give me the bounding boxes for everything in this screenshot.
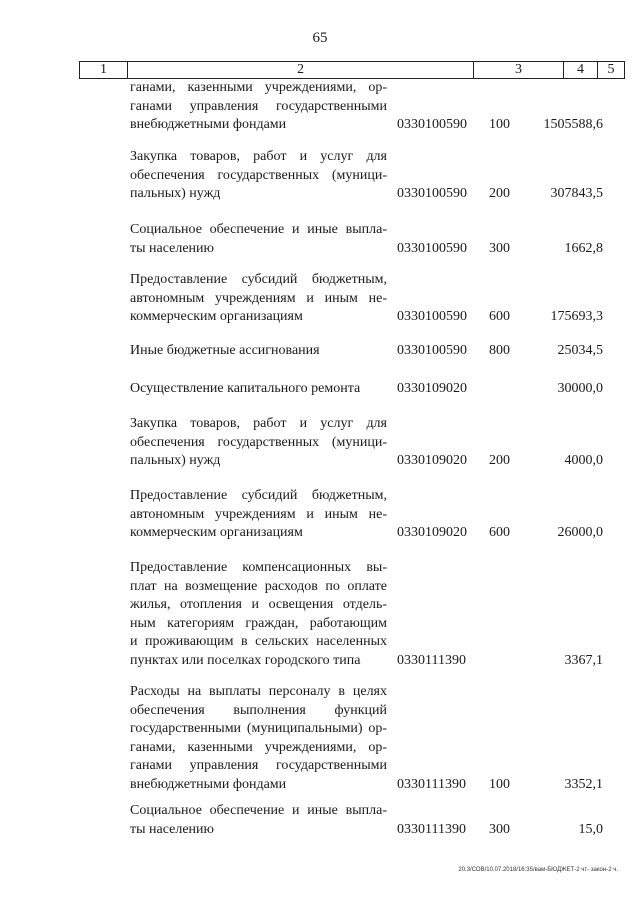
row-code: 0330100590 [397,117,467,132]
row-name [130,802,387,839]
row-name [130,342,387,361]
row-name-line: ганами, казенными учреждениями, ор- [130,80,387,95]
row-name [130,683,387,794]
row-code: 0330109020 [397,381,467,396]
row-name-line: ганами, казенными учреждениями, ор- [130,739,387,755]
row-kind: 100 [489,776,510,792]
row-name-line: Предоставление компенсационных вы- [130,560,387,575]
row-name [130,380,387,399]
row-name-line: ным категориям граждан, работающим [130,615,387,631]
row-kind: 200 [489,186,510,201]
footer-note: 20.3/СОВ/10.07.2018/16:35/вам-БЮДЖЕТ-2 чт- закон-2 ч. [458,867,618,873]
row-name-line: Иные бюджетные ассигнования [130,343,320,358]
row-code: 0330100590 [397,240,467,256]
header-cell-3: 3 [474,62,564,78]
row-name-line: внебюджетными фондами [130,117,287,132]
row-code: 0330109020 [397,453,467,468]
row-name-line: обеспечения выполнения функций [130,702,387,718]
row-kind: 100 [489,117,510,132]
row-name-line: Закупка товаров, работ и услуг для [130,149,387,164]
row-code: 0330111390 [397,652,466,668]
row-name-line: автономным учреждениям и иным не- [130,506,387,522]
row-name-line: Предоставление субсидий бюджетным, [130,488,387,503]
row-name [130,487,387,543]
row-code: 0330100590 [397,186,467,201]
row-name-line: Социальное обеспечение и иные выпла- [130,222,387,237]
row-name-line: и проживающим в сельских населенных [130,634,387,649]
row-name-line: жилья, отопления и освещения отдель- [130,597,387,612]
table-header-row [79,61,625,79]
row-name-line: обеспечения государственных (муници- [130,167,387,183]
header-cell-4: 4 [564,62,598,78]
row-code: 0330111390 [397,821,466,837]
row-code: 0330100590 [397,309,467,324]
row-name [130,79,387,135]
row-name-line: Осуществление капитального ремонта [130,381,361,396]
row-name-line: коммерческим организациям [130,309,303,324]
row-name-line: пальных) нужд [130,453,221,468]
row-name-line: автономным учреждениям и иным не- [130,290,387,306]
row-kind: 300 [489,240,510,256]
page-number: 65 [312,30,328,46]
row-amount: 26000,0 [557,525,603,540]
row-name [130,415,387,471]
row-name-line: коммерческим организациям [130,525,303,540]
row-code: 0330100590 [397,343,467,358]
row-name-line: Предоставление субсидий бюджетным, [130,272,387,287]
row-name-line: внебюджетными фондами [130,776,287,792]
row-kind: 800 [489,343,510,358]
header-cell-1: 1 [80,62,128,78]
row-name-line: плат на возмещение расходов по оплате [130,578,387,594]
row-amount: 3367,1 [564,652,603,668]
row-kind: 200 [489,453,510,468]
row-name-line: ты населению [130,240,214,256]
header-cell-2: 2 [128,62,474,78]
row-amount: 1662,8 [564,240,603,256]
row-amount: 25034,5 [557,343,603,358]
row-name-line: пунктах или поселках городского типа [130,652,361,668]
row-name-line: Расходы на выплаты персоналу в целях [130,684,387,699]
row-name [130,559,387,670]
row-kind: 600 [489,525,510,540]
header-cell-5: 5 [607,62,615,77]
row-name [130,148,387,204]
row-name-line: обеспечения государственных (муници- [130,434,387,450]
row-amount: 15,0 [578,821,603,837]
row-name-line: ганами управления государственными [130,98,387,114]
row-amount: 30000,0 [557,381,603,396]
row-kind: 600 [489,309,510,324]
row-name-line: Социальное обеспечение и иные выпла- [130,803,387,818]
row-amount: 1505588,6 [543,117,603,132]
row-name [130,221,387,258]
row-name-line: ты населению [130,821,214,837]
row-amount: 307843,5 [550,186,603,201]
row-code: 0330111390 [397,776,466,792]
row-name [130,271,387,327]
row-code: 0330109020 [397,525,467,540]
row-name-line: ганами управления государственными [130,758,387,773]
row-amount: 3352,1 [564,776,603,792]
row-name-line: Закупка товаров, работ и услуг для [130,416,387,431]
row-kind: 300 [489,821,510,837]
row-amount: 175693,3 [550,309,603,324]
row-name-line: пальных) нужд [130,186,221,201]
row-amount: 4000,0 [564,453,603,468]
row-name-line: государственными (муниципальными) ор- [130,721,387,736]
